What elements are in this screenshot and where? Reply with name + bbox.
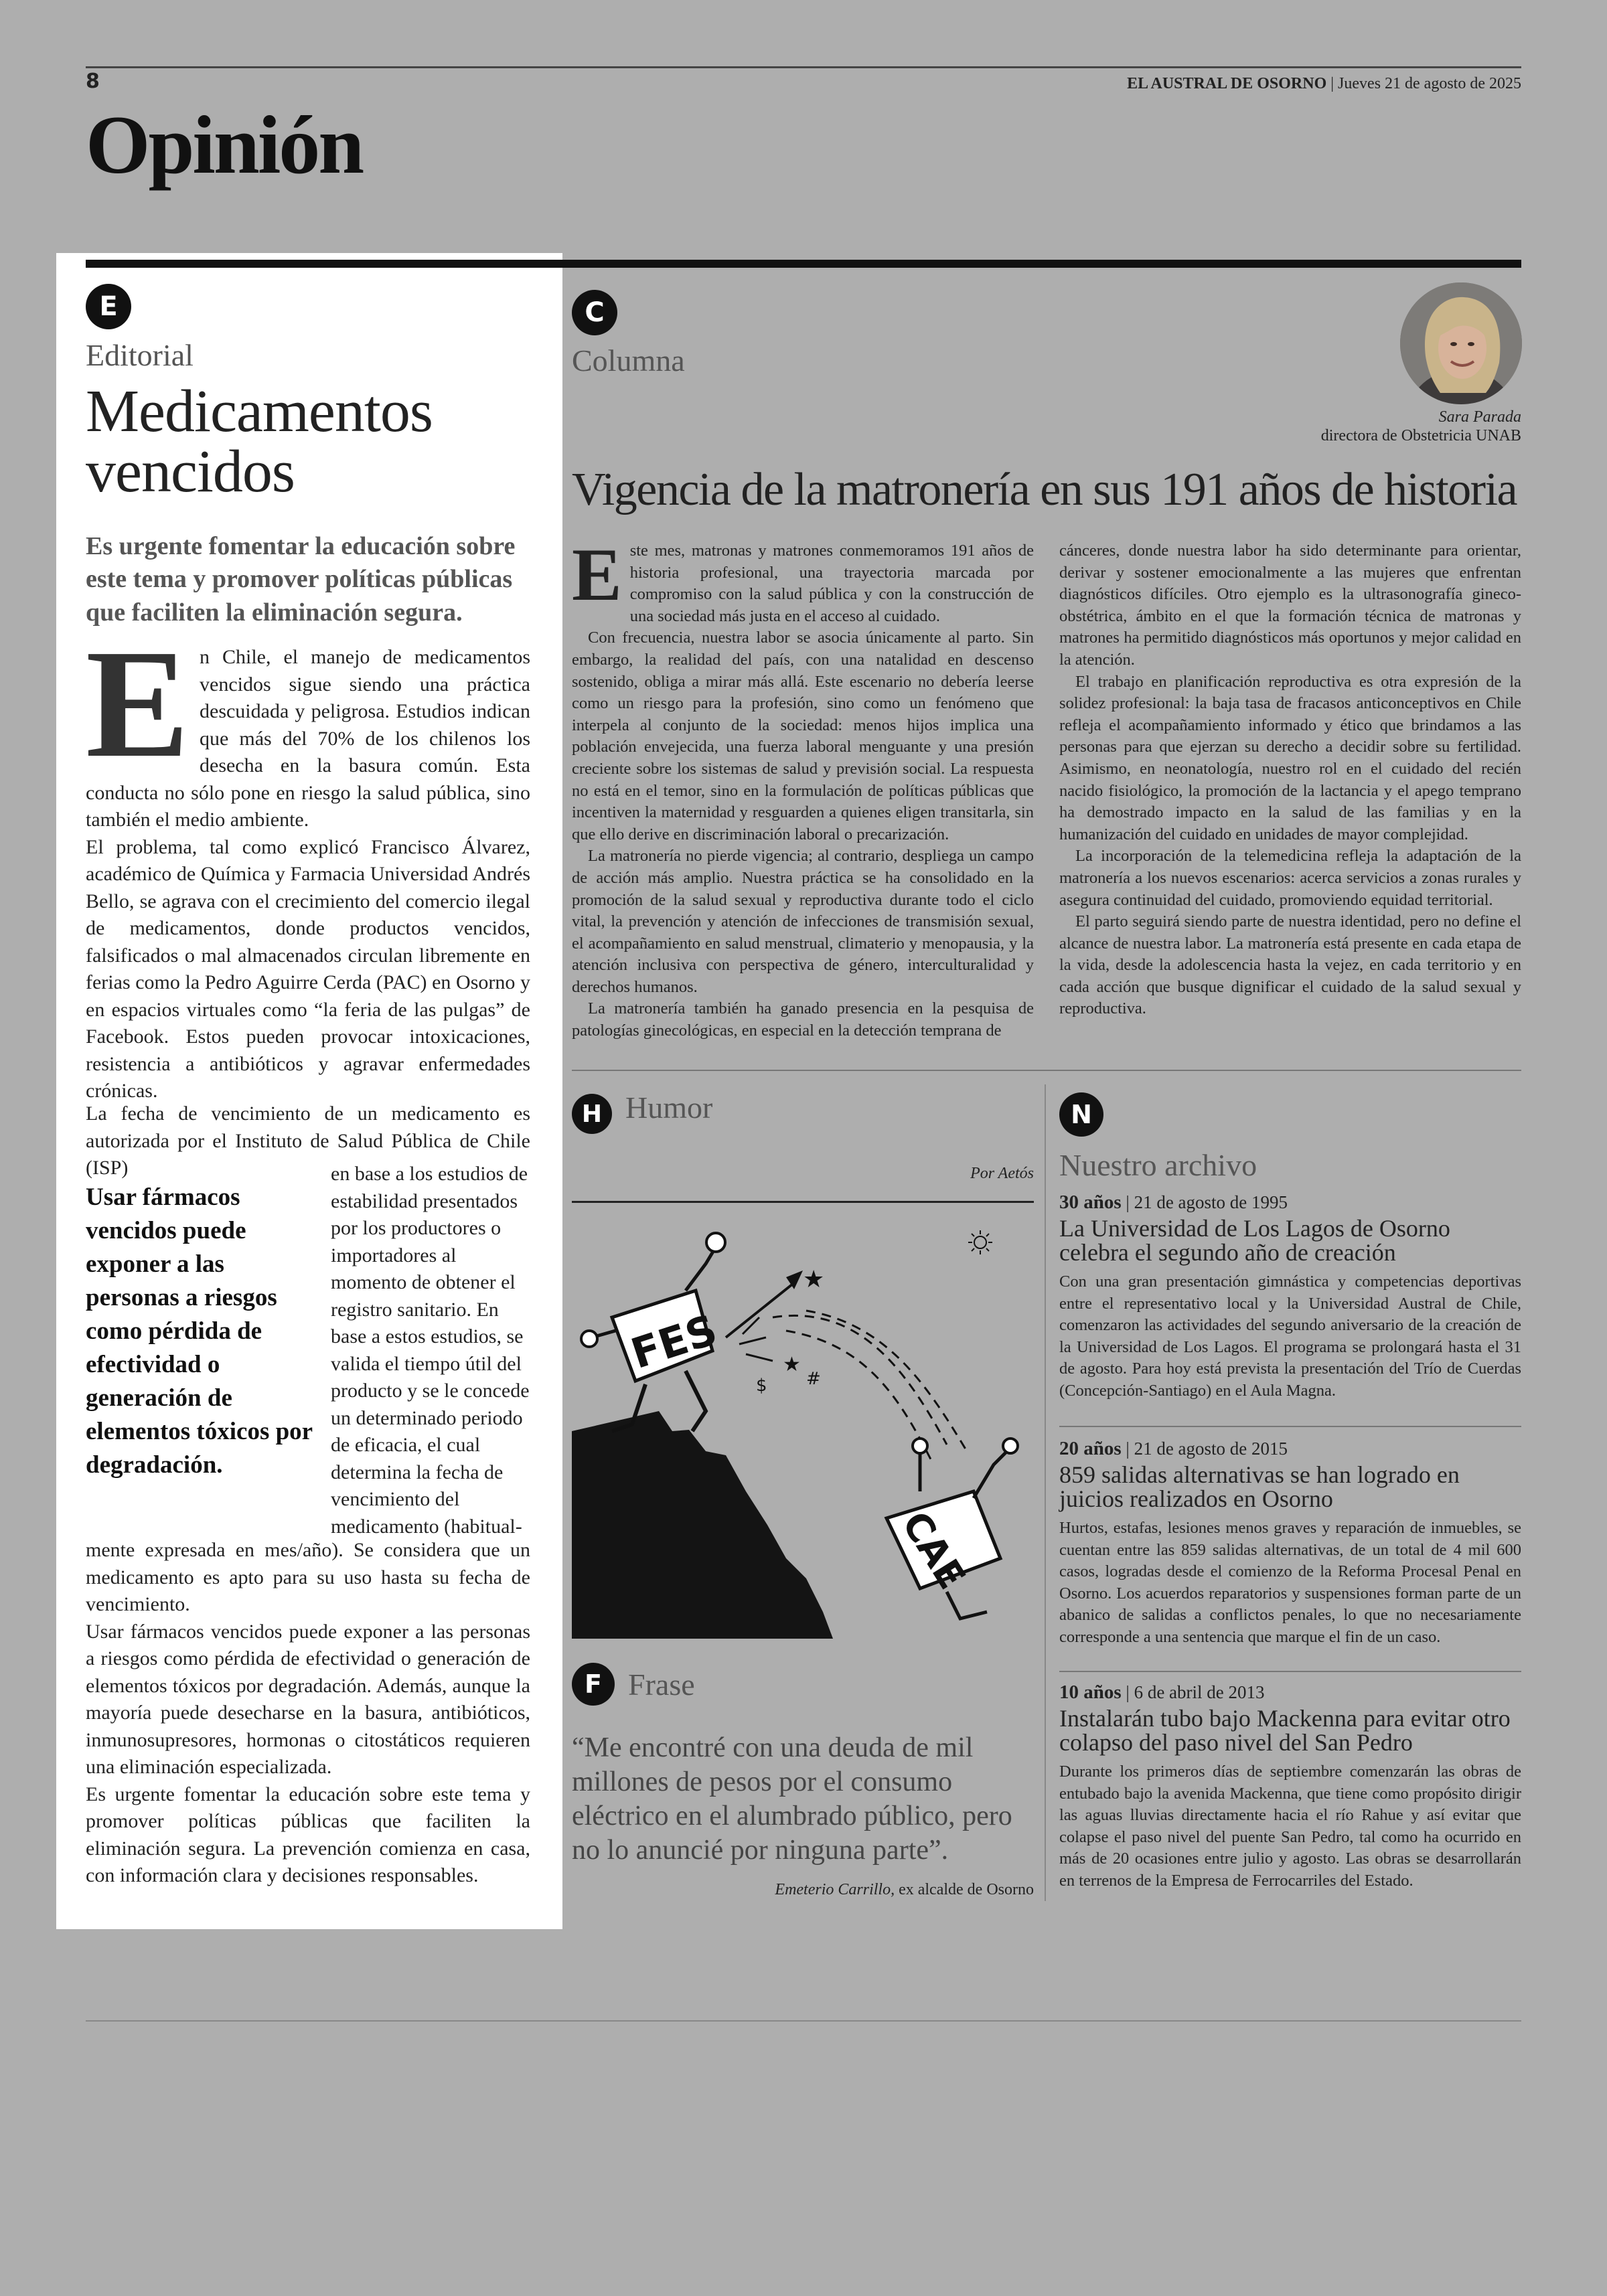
page-number: 8 <box>86 70 100 93</box>
issue-date: Jueves 21 de agosto de 2025 <box>1338 75 1521 92</box>
frase-kicker: Frase <box>628 1667 695 1702</box>
editorial-title: Medicamentos vencidos <box>86 378 433 505</box>
archive-date: | 21 de agosto de 1995 <box>1121 1192 1288 1212</box>
section-title: Opinión <box>86 99 363 191</box>
archive-meta <box>1059 1438 1521 1460</box>
section-divider <box>86 260 1521 268</box>
archive-item <box>1059 1192 1521 1402</box>
humor-badge: H <box>572 1094 612 1134</box>
editorial-paragraph-1: n Chile, el manejo de medicamentos vencidos sigue siendo una práctica descuidada y peligrosa. Estudios indican que más del 70% de los chilenos los desecha en la basura común. Esta conducta no sólo pone en riesgo la salud pública, sino también el medio ambiente. <box>86 646 530 831</box>
archive-body: Con una gran presentación gimnástica y competencias deportivas entre el representativo local y la Universidad Austral de Chile, comenzaron las actividades del segundo aniversario de la creación de la Universidad de Los Lagos. El programa se prolongará hasta el 31 de agosto. Para hoy está prevista la presentación del Trío de Cuerdas (Concepción-Santiago) en el Aula Magna. <box>1059 1273 1521 1400</box>
archive-badge: N <box>1059 1092 1103 1137</box>
archive-headline: 859 salidas alternativas se han logrado en juicios realizados en Osorno <box>1059 1461 1460 1512</box>
archive-years: 20 años <box>1059 1438 1122 1459</box>
svg-text:★: ★ <box>783 1353 801 1376</box>
author-role: directora de Obstetricia UNAB <box>1320 427 1521 444</box>
editorial-paragraph-5: Es urgente fomentar la educación sobre este tema y promover políticas públicas que faciliten la eliminación segura. La prevención comienza en casa, con información clara y decisiones responsables. <box>86 1783 530 1886</box>
column-paragraph: La incorporación de la telemedicina refleja la adaptación de la matronería a los nuevos escenarios: acerca servicios a zonas rurales y asegura continuidad del cuidado, promoviendo equidad territorial. <box>1059 847 1521 909</box>
newspaper-name: EL AUSTRAL DE OSORNO <box>1127 75 1327 92</box>
svg-text:#: # <box>806 1369 821 1389</box>
column-paragraph: Con frecuencia, nuestra labor se asocia únicamente al parto. Sin embargo, la realidad del país, con una natalidad en descenso sostenido, obliga a mirar más allá. Este escenario no debería leerse como un riesgo para la profesión, sino como un fenómeno que interpela al conjunto de la sociedad: menos hijos implica una población envejecida, una fuerza laboral menguante y una presión creciente sobre los sistemas de salud y previsión social. La respuesta no está en el temor, sino en la formulación de políticas públicas que incentiven la maternidad y resguarden a quienes eligen transitarla, sin que ello derive en discriminación laboral o precarización. <box>572 629 1034 843</box>
masthead: EL AUSTRAL DE OSORNO | Jueves 21 de agosto de 2025 <box>1127 75 1521 92</box>
editorial-paragraph-3-cont: en base a los estudios de estabilidad presentados por los productores o importadores al momento de obtener el registro sanitario. En base a estos estudios, se valida el tiempo útil del producto y se le concede un determinado periodo de eficacia, el cual determina la fecha de vencimiento del medicamento (habitual- <box>331 1163 530 1538</box>
column-dropcap: E <box>572 534 622 617</box>
humor-cartoon <box>572 1210 1034 1639</box>
column-title: Vigencia de la matronería en sus 191 años de historia <box>572 464 1517 515</box>
archive-body: Hurtos, estafas, lesiones menos graves y reparación de inmuebles, se cuentan entre las 859 salidas alternativas, de un total de 4 mil 600 casos, logradas desde el comienzo de la Reforma Procesal Penal en Osorno. Los acuerdos reparatorios y suspensiones forman parte de un abanico de salidas a conflictos penales, lo que no necesariamente corresponde a una sentencia que marque el fin de un caso. <box>1059 1519 1521 1646</box>
archive-meta <box>1059 1682 1521 1704</box>
humor-rule <box>572 1201 1034 1203</box>
frase-attribution <box>775 1881 1034 1899</box>
column-badge: C <box>572 290 617 335</box>
column-paragraph: La matronería también ha ganado presencia en la pesquisa de patologías ginecológicas, en especial en la detección temprana de <box>572 999 1034 1040</box>
editorial-paragraph-3: La fecha de vencimiento de un medicamento es autorizada por el Instituto de Salud Pública de Chile (ISP) <box>86 1102 530 1179</box>
svg-text:$: $ <box>756 1376 767 1396</box>
archive-body: Durante los primeros días de septiembre comenzarán las obras de entubado bajo la avenida Mackenna, que tiene como propósito dirigir las aguas lluvias directamente hacia el río Rahue y así evitar que colapse el paso nivel del puente San Pedro, tal como ha ocurrido en más de 20 ocasiones entre julio y agosto. Las obras se desarrollarán en terrenos de la Empresa de Ferrocarriles del Estado. <box>1059 1762 1521 1890</box>
column-left-text <box>572 534 1034 1042</box>
editorial-pullquote: Usar fármacos vencidos puede exponer a las personas a riesgos como pérdida de efectividad o generación de elementos tóxicos por degradación. <box>86 1183 313 1479</box>
archive-rule <box>1059 1671 1521 1672</box>
editorial-body-end <box>86 1537 530 1890</box>
cartoon-label-fes: FES <box>625 1305 723 1379</box>
cartoon-label-cae: CAE <box>893 1504 974 1597</box>
humor-byline: Por Aetós <box>970 1165 1034 1182</box>
archive-rule <box>1059 1426 1521 1427</box>
archive-headline: La Universidad de Los Lagos de Osorno celebra el segundo año de creación <box>1059 1215 1450 1266</box>
archive-item <box>1059 1682 1521 1892</box>
frase-author-role: ex alcalde de Osorno <box>895 1881 1034 1898</box>
column-paragraph: cánceres, donde nuestra labor ha sido determinante para orientar, derivar y sostener emocionalmente a las mujeres que enfrentan diagnósticos difíciles. Otro ejemplo es la ultrasonografía gineco-obstétrica, ámbito en el que la formación técnica de matronas y matrones ha permitido diagnósticos más oportunos y mejor calidad en la atención. <box>1059 542 1521 669</box>
top-rule <box>86 66 1521 68</box>
column-paragraph: ste mes, matronas y matrones conmemoramos 191 años de historia profesional, una trayectoria marcada por compromiso con la salud pública y con la construcción de una sociedad más justa en el acceso al cuidado. <box>629 542 1034 625</box>
archive-years: 10 años <box>1059 1682 1122 1703</box>
archive-date: | 21 de agosto de 2015 <box>1121 1439 1288 1459</box>
frase-quote: “Me encontré con una deuda de mil millones de pesos por el consumo eléctrico en el alumbrado público, pero no lo anuncié por ninguna parte”. <box>572 1732 1012 1866</box>
archive-meta <box>1059 1192 1521 1214</box>
archive-years: 30 años <box>1059 1192 1122 1213</box>
svg-text:★: ★ <box>803 1266 825 1293</box>
author-name: Sara Parada <box>1438 408 1521 426</box>
archive-item <box>1059 1438 1521 1648</box>
vertical-divider <box>1045 1084 1046 1901</box>
archive-kicker: Nuestro archivo <box>1059 1148 1257 1182</box>
humor-kicker: Humor <box>625 1090 713 1125</box>
column-paragraph: El trabajo en planificación reproductiva es otra expresión de la solidez profesional: la baja tasa de fracasos anticonceptivos en Chile refleja el acompañamiento informado y ético que brindamos a las personas para que ejerzan su derecho a decidir sobre su fertilidad. Asimismo, en neonatología, nuestro rol en el cuidado del recién nacido fisiológico, la promoción de la lactancia y el apego temprano ha demostrado impacto en la salud de las familias y en la humanización del cuidado en unidades de mayor complejidad. <box>1059 672 1521 843</box>
author-photo <box>1400 282 1522 404</box>
column-bottom-rule <box>572 1070 1521 1071</box>
frase-badge: F <box>572 1663 615 1706</box>
archive-date: | 6 de abril de 2013 <box>1121 1682 1265 1702</box>
editorial-kicker: Editorial <box>86 338 194 372</box>
column-right-text <box>1059 540 1521 1020</box>
archive-headline: Instalarán tubo bajo Mackenna para evitar otro colapso del paso nivel del San Pedro <box>1059 1705 1511 1756</box>
bottom-rule <box>86 2020 1521 2022</box>
column-paragraph: El parto seguirá siendo parte de nuestra identidad, pero no define el alcance de nuestra labor. La matronería está presente en cada etapa de la vida, desde la adolescencia hasta la vejez, en cada territorio y en cada acción que busque dignificar el cuidado de la salud sexual y reproductiva. <box>1059 912 1521 1018</box>
editorial-dropcap: E <box>86 618 189 790</box>
editorial-paragraph-4: Usar fármacos vencidos puede exponer a las personas a riesgos como pérdida de efectividad o generación de elementos tóxicos por degradación. Además, aunque la mayoría puede desecharse en la basura, antibióticos, inmunosupresores, hormonas o citostáticos requieren una eliminación especializada. <box>86 1620 530 1778</box>
frase-author: Emeterio Carrillo, <box>775 1881 895 1898</box>
editorial-paragraph-3-end: mente expresada en mes/año). Se considera que un medicamento es apto para su uso hasta su fecha de vencimiento. <box>86 1539 530 1615</box>
column-paragraph: La matronería no pierde vigencia; al contrario, despliega un campo de acción más amplio. Nuestra práctica se ha consolidado en la promoción de la salud sexual y reproductiva durante todo el ciclo vital, la prevención y atención de infecciones de transmisión sexual, el acompañamiento en salud menstrual, climaterio y menopausia, y la atención inclusiva con perspectiva de género, interculturalidad y derechos humanos. <box>572 847 1034 996</box>
column-kicker: Columna <box>572 343 685 378</box>
editorial-deck: Es urgente fomentar la educación sobre este tema y promover políticas públicas que faciliten la eliminación segura. <box>86 532 516 627</box>
editorial-badge: E <box>86 284 131 329</box>
editorial-paragraph-2: El problema, tal como explicó Francisco Álvarez, académico de Química y Farmacia Universidad Andrés Bello, se agrava con el crecimiento del comercio ilegal de medicamentos, donde productos vencidos, falsificados o mal almacenados circulan libremente en ferias como la Pedro Aguirre Cerda (PAC) en Osorno y en espacios virtuales como “la feria de las pulgas” de Facebook. Estos pueden provocar intoxicaciones, resistencia a antibióticos y agravar enfermedades crónicas. <box>86 835 530 1102</box>
